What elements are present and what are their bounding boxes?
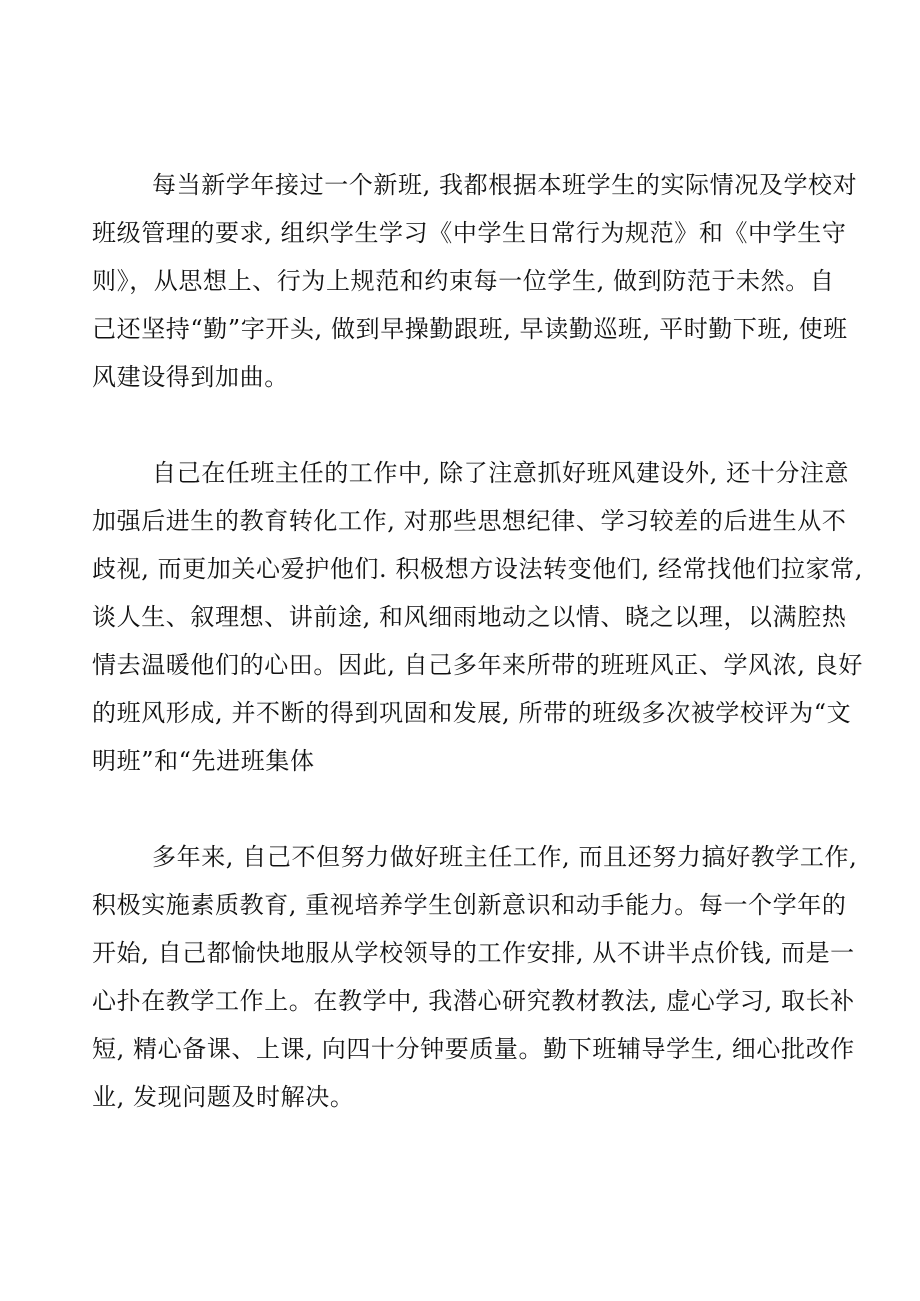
paragraph-line: 加强后进生的教育转化工作, 对那些思想纪律、学习较差的后进生从不 — [92, 507, 847, 535]
paragraph-line: 风建设得到加曲。 — [92, 363, 289, 391]
paragraph-line: 每当新学年接过一个新班, 我都根据本班学生的实际情况及学校对 — [152, 171, 858, 199]
paragraph-line: 开始, 自己都愉快地服从学校领导的工作安排, 从不讲半点价钱, 而是一 — [92, 939, 855, 967]
paragraph-line: 业, 发现问题及时解决。 — [92, 1083, 355, 1111]
paragraph-line: 的班风形成, 并不断的得到巩固和发展, 所带的班级多次被学校评为“文 — [92, 699, 852, 727]
paragraph-line: 谈人生、叙理想、讲前途, 和风细雨地动之以情、晓之以理，以满腔热 — [92, 603, 847, 631]
paragraph-line: 心扑在教学工作上。在教学中, 我潜心研究教材教法, 虚心学习, 取长补 — [92, 987, 855, 1015]
paragraph-line: 多年来, 自己不但努力做好班主任工作, 而且还努力搞好教学工作, — [152, 843, 858, 871]
paragraph-line: 情去温暖他们的心田。因此, 自己多年来所带的班班风正、学风浓, 良好 — [92, 651, 863, 679]
paragraph-line: 己还坚持“勤”字开头, 做到早操勤跟班, 早读勤巡班, 平时勤下班, 使班 — [92, 315, 848, 343]
paragraph-line: 歧视, 而更加关心爱护他们. 积极想方设法转变他们, 经常找他们拉家常, — [92, 555, 863, 583]
paragraph-line: 自己在任班主任的工作中, 除了注意抓好班风建设外, 还十分注意 — [152, 459, 850, 487]
paragraph-line: 明班”和“先进班集体 — [92, 747, 315, 775]
paragraph-line: 则》，从思想上、行为上规范和约束每一位学生, 做到防范于未然。自 — [92, 267, 835, 295]
paragraph-line: 积极实施素质教育, 重视培养学生创新意识和动手能力。每一个学年的 — [92, 891, 847, 919]
paragraph-line: 短, 精心备课、上课, 向四十分钟要质量。勤下班辅导学生, 细心批改作 — [92, 1035, 855, 1063]
paragraph-line: 班级管理的要求, 组织学生学习《中学生日常行为规范》和《中学生守 — [92, 219, 847, 247]
